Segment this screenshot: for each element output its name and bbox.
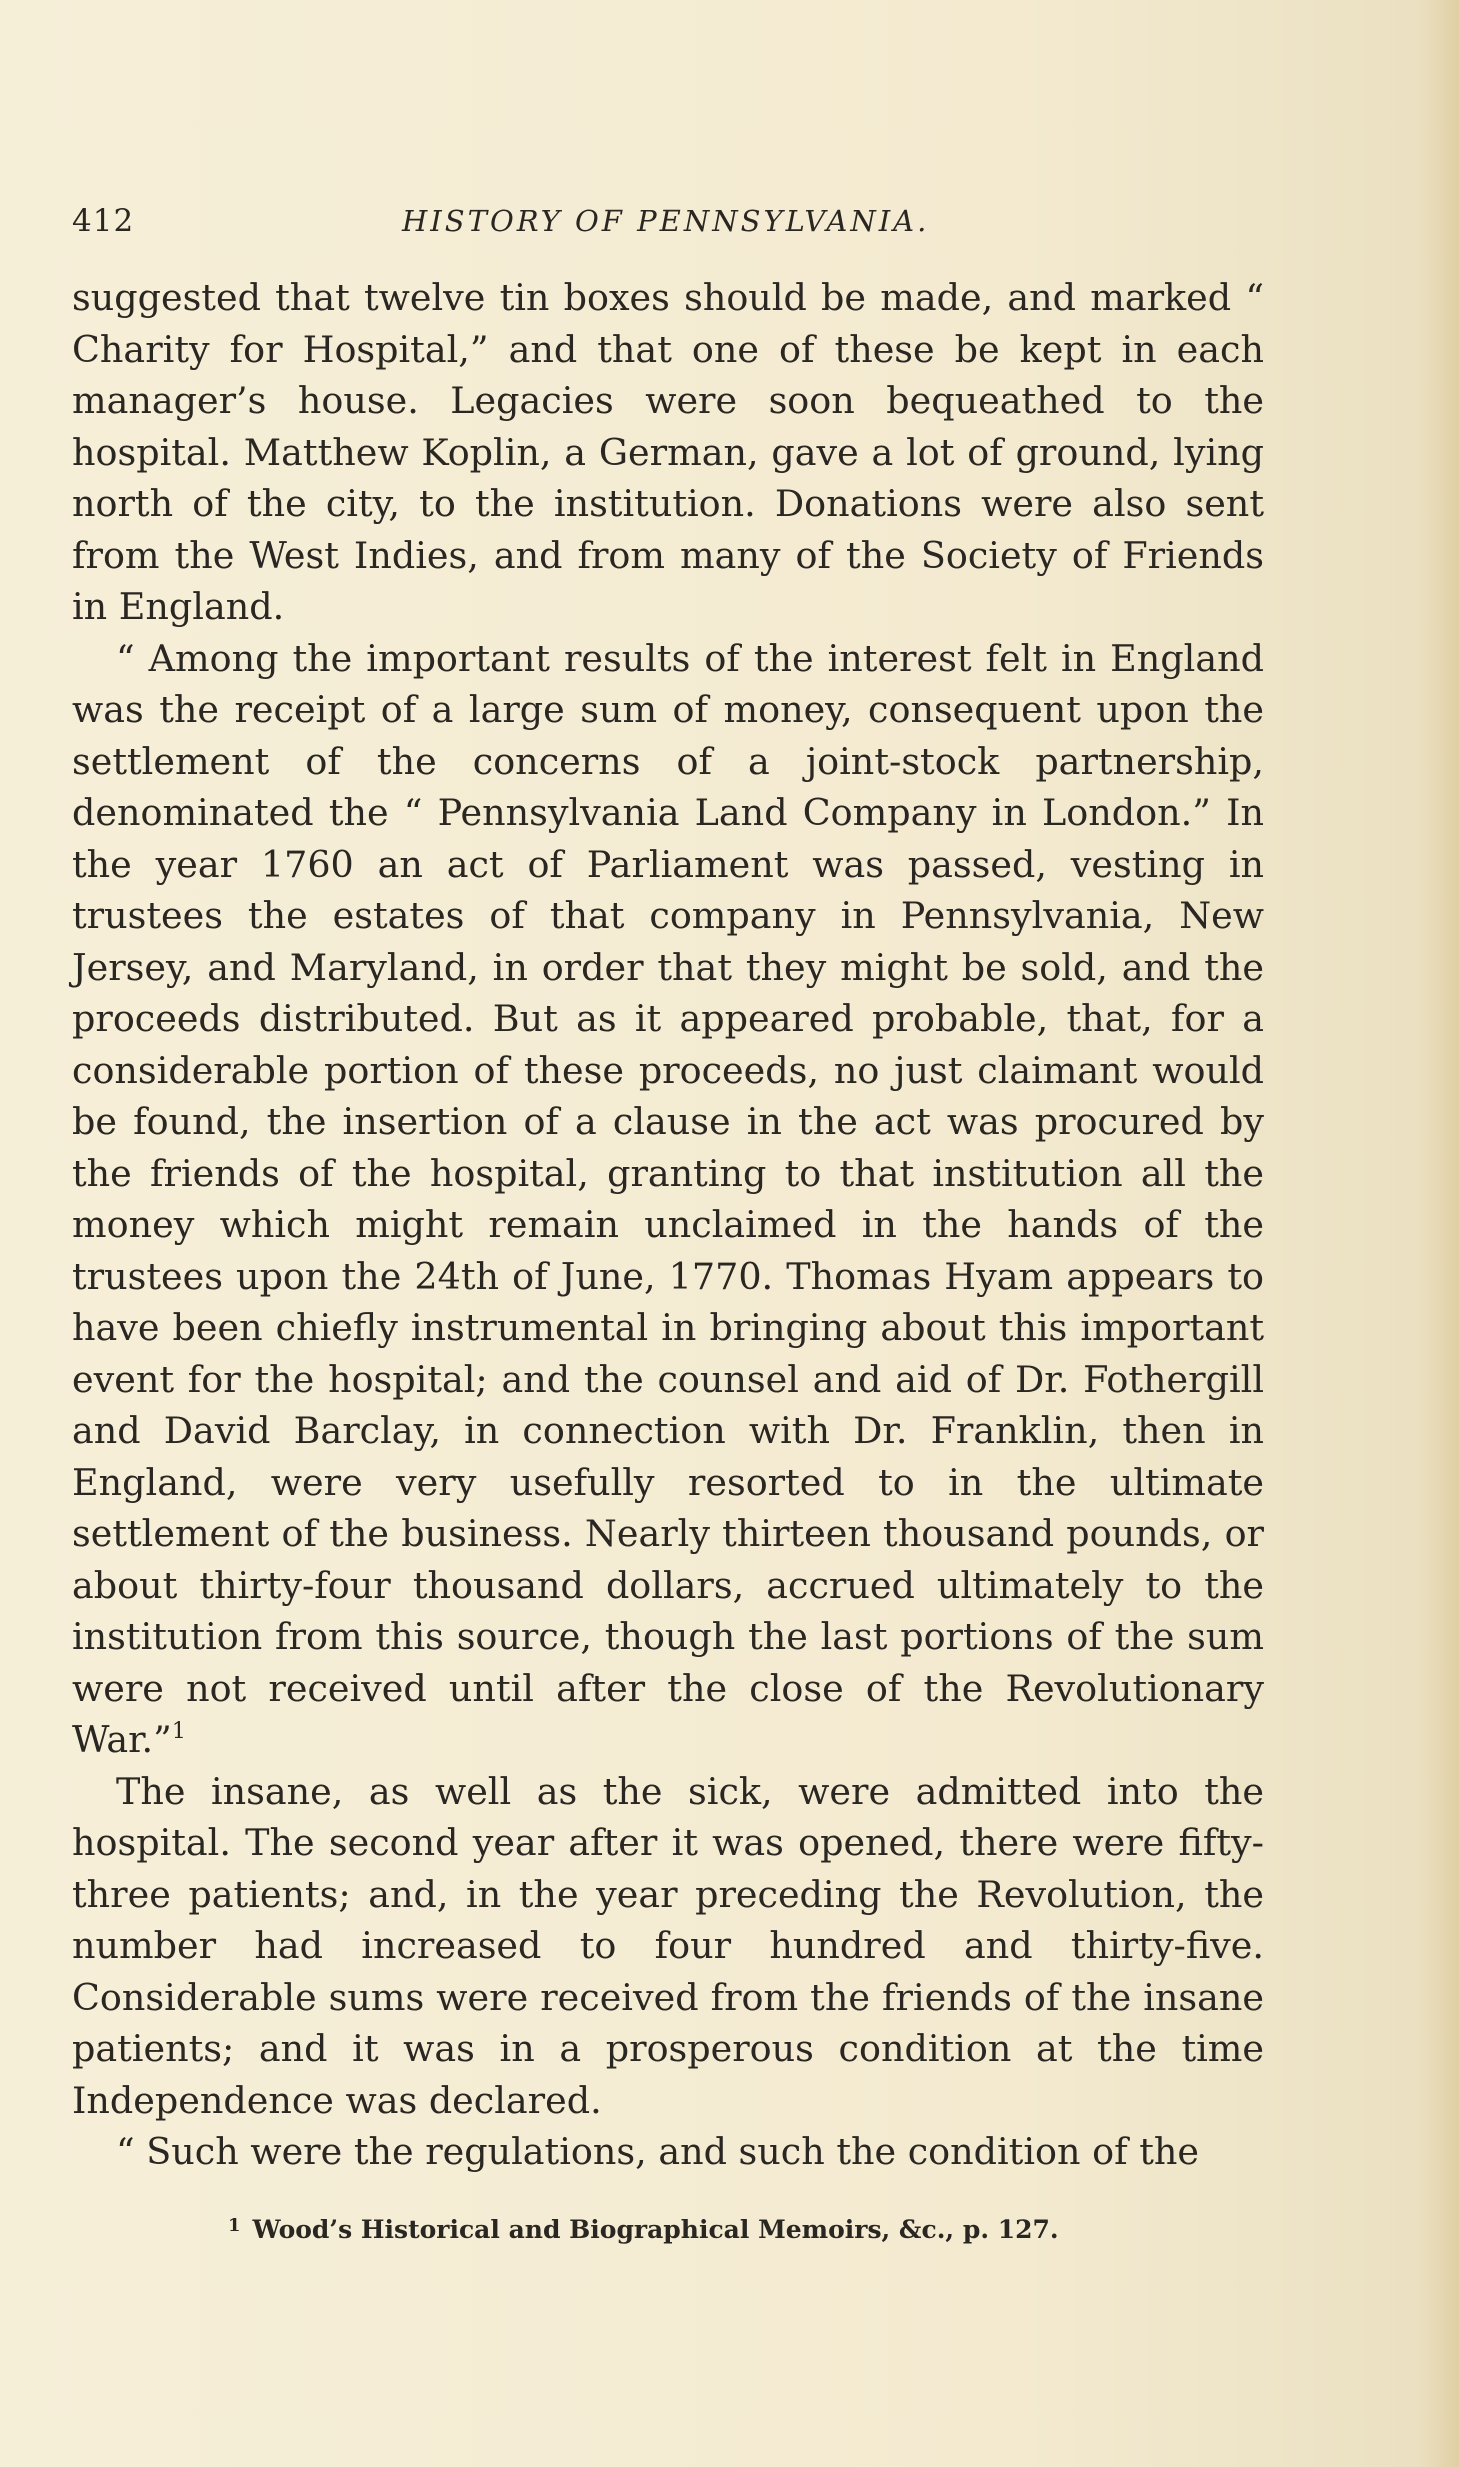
paragraph-with-footnote — [72, 633, 1264, 1766]
footnote-text: Wood’s Historical and Biographical Memoirs, &c., p. 127. — [252, 2215, 1059, 2244]
page-edge-shadow — [1419, 0, 1459, 2467]
footnote — [228, 2208, 1128, 2248]
paragraph: The insane, as well as the sick, were admitted into the hospital. The second year after it was opened, there were fifty-three patients; and, in the year preceding the Revolution, the number had increased to four hundred and thirty-five. Considerable sums were received from the friends of the insane patients; and it was in a prosperous condition at the time Independence was declared. — [72, 1769, 1264, 2122]
body-text — [72, 272, 1264, 2178]
page-header — [72, 198, 1262, 244]
running-title: HISTORY OF PENNSYLVANIA. — [402, 204, 930, 238]
page-number: 412 — [72, 203, 135, 239]
paragraph: suggested that twelve tin boxes should be made, and marked “ Charity for Hospital,” and that one of these be kept in each manager’s house. Legacies were soon bequeathed to the hospital. Matthew Koplin, a German, gave a lot of ground, lying north of the city, to the institution. Donations were also sent from the West Indies, and from many of the Society of Friends in England. — [72, 276, 1264, 628]
footnote-mark: 1 — [228, 2215, 241, 2236]
paragraph: “ Such were the regulations, and such the condition of the — [116, 2130, 1199, 2173]
paragraph-text: “ Among the important results of the interest felt in England was the receipt of a large sum of money, consequent upon the settlement of the concerns of a joint-stock partnership, denominated the “ Pennsylvania Land Company in London.” In the year 1760 an act of Parliament was passed, vesting in trustees the estates of that company in Pennsylvania, New Jersey, and Maryland, in order that they might be sold, and the proceeds distributed. But as it appeared probable, that, for a considerable portion of these proceeds, no just claimant would be found, the insertion of a clause in the act was procured by the friends of the hospital, granting to that institution all the money which might remain unclaimed in the hands of the trustees upon the 24th of June, 1770. Thomas Hyam appears to have been chiefly instrumental in bringing about this important event for the hospital; and the counsel and aid of Dr. Fothergill and David Barclay, in connection with Dr. Franklin, then in England, were very usefully resorted to in the ultimate settlement of the business. Nearly thirteen thousand pounds, or about thirty-four thousand dollars, accrued ultimately to the institution from this source, though the last portions of the sum were not received until after the close of the Revolutionary War.” — [72, 636, 1264, 1761]
footnote-reference: 1 — [171, 1719, 186, 1744]
